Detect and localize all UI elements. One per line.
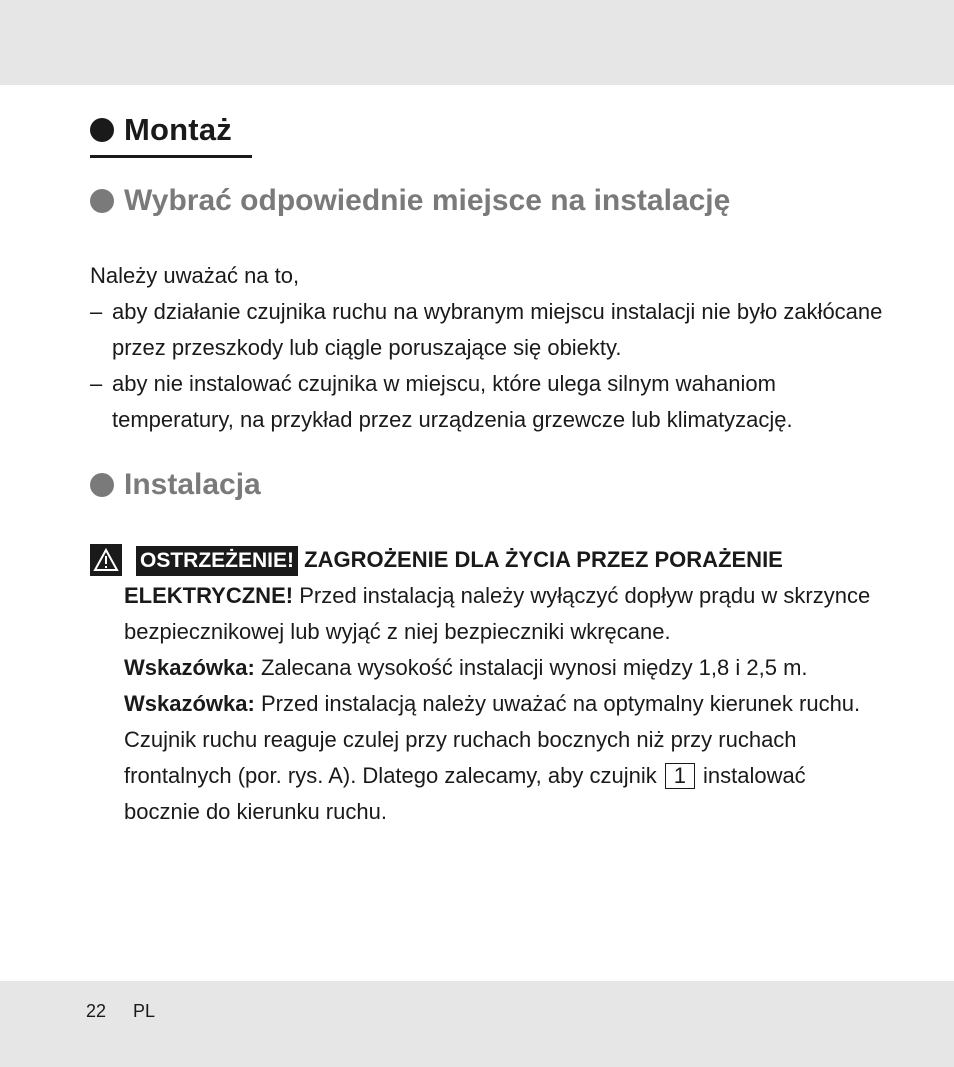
dash-bullet: –	[90, 371, 103, 396]
warning-triangle-icon	[90, 544, 122, 576]
section-title: Montaż	[124, 112, 232, 147]
section-heading	[90, 112, 232, 148]
list-item-text: aby działanie czujnika ruchu na wybranym miejscu instalacji nie było zakłócane przez przeszkody lub ciągle poruszające się obiekty.	[112, 299, 883, 360]
warning-text: Przed instalacją należy wyłączyć dopływ prądu w skrzynce bezpiecznikowej lub wyjąć z niej bezpieczniki wkręcane.	[124, 583, 871, 644]
section-title-underline	[90, 155, 252, 158]
bottom-margin-band	[0, 981, 954, 1067]
intro-text: Należy uważać na to,	[90, 263, 300, 288]
hint-paragraph	[124, 650, 880, 686]
hint-label: Wskazówka:	[124, 691, 255, 716]
subsection-heading-location	[90, 184, 730, 218]
hint-text: Zalecana wysokość instalacji wynosi między 1,8 i 2,5 m.	[260, 655, 808, 680]
hint-paragraph	[124, 686, 880, 830]
subsection-title: Wybrać odpowiednie miejsce na instalację	[124, 184, 731, 217]
warning-paragraph	[124, 542, 880, 650]
grey-bullet-icon	[90, 473, 114, 497]
black-bullet-icon	[90, 118, 114, 142]
dash-bullet: –	[90, 299, 103, 324]
top-margin-band	[0, 0, 954, 85]
list-item-text: aby nie instalować czujnika w miejscu, które ulega silnym wahaniom temperatury, na przykład przez urządzenia grzewcze lub klimatyzację.	[112, 371, 793, 432]
subsection-heading-installation	[90, 468, 261, 502]
grey-bullet-icon	[90, 189, 114, 213]
list-item	[90, 294, 890, 366]
page-footer	[86, 1001, 177, 1022]
warning-block	[90, 542, 880, 830]
warning-badge: OSTRZEŻENIE!	[136, 546, 298, 576]
warning-headline: ZAGROŻENIE DLA ŻYCIA PRZEZ PORAŻENIE ELEKTRYCZNE!	[124, 547, 783, 608]
list-item	[90, 366, 890, 438]
subsection-title: Instalacja	[124, 468, 261, 501]
page-number: 22	[86, 1001, 107, 1021]
requirements-list	[90, 294, 890, 438]
hint-label: Wskazówka:	[124, 655, 255, 680]
hint-text-end: instalować bocznie do kierunku ruchu.	[124, 763, 806, 824]
hint-text: Przed instalacją należy uważać na optymalny kierunek ruchu. Czujnik ruchu reaguje czulej przy ruchach bocznych niż przy ruchach frontalnych (por. rys. A). Dlatego zalecamy, aby czujnik	[124, 691, 861, 788]
language-code: PL	[133, 1001, 156, 1021]
figure-reference-box: 1	[665, 763, 695, 789]
